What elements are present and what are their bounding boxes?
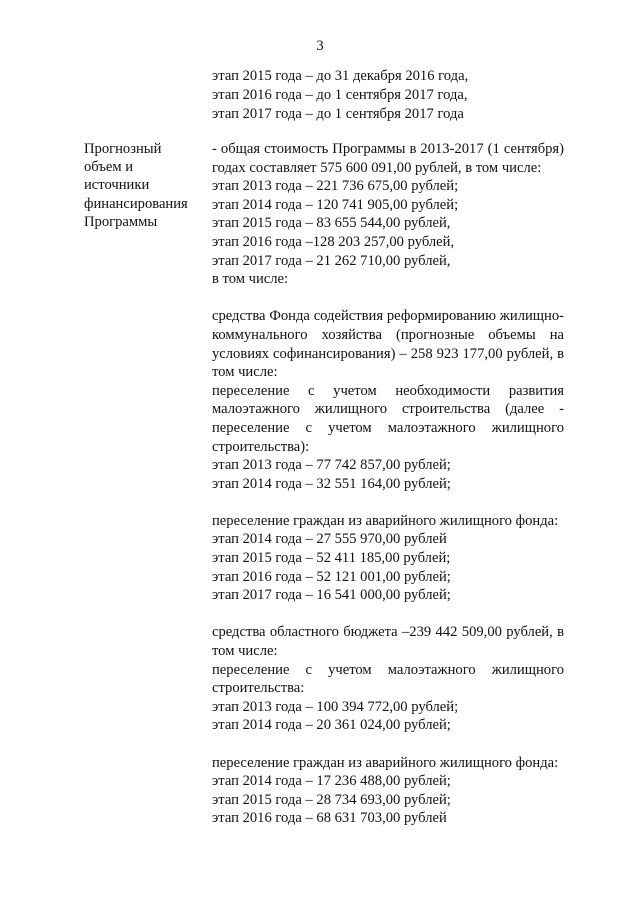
fund-lowrise-line: этап 2013 года – 77 742 857,00 рублей; [212, 457, 451, 474]
regional-emergency-line: этап 2015 года – 28 734 693,00 рублей; [212, 791, 451, 808]
total-stage-line: в том числе: [212, 271, 289, 288]
stage-deadlines [212, 67, 564, 123]
fund-emergency-line: этап 2017 года – 16 541 000,00 рублей; [212, 587, 451, 604]
total-cost-block [212, 140, 564, 289]
financing-content [212, 140, 564, 828]
total-stage-line: этап 2016 года –128 203 257,00 рублей, [212, 233, 455, 250]
fund-emergency-text: переселение граждан из аварийного жилищного фонда: [212, 512, 559, 529]
total-stage-line: этап 2017 года – 21 262 710,00 рублей, [212, 252, 451, 269]
regional-block [212, 623, 564, 735]
fund-block [212, 307, 564, 493]
fund-lowrise-text: переселение с учетом необходимости развития малоэтажного жилищного строительства (далее - переселение с учетом малоэтажного жилищного строительства): [212, 382, 564, 455]
regional-emergency-line: этап 2014 года – 17 236 488,00 рублей; [212, 773, 451, 790]
section-label [84, 140, 199, 231]
label-line: Программы [84, 213, 158, 230]
fund-lowrise-line: этап 2014 года – 32 551 164,00 рублей; [212, 475, 451, 492]
label-line: Прогнозный [84, 141, 162, 157]
stage-line: этап 2017 года – до 1 сентября 2017 года [212, 105, 464, 122]
regional-emergency-line: этап 2016 года – 68 631 703,00 рублей [212, 810, 447, 827]
fund-emergency-block [212, 512, 564, 605]
regional-lowrise-line: этап 2014 года – 20 361 024,00 рублей; [212, 717, 451, 734]
total-stage-line: этап 2015 года – 83 655 544,00 рублей, [212, 215, 451, 232]
regional-lowrise-line: этап 2013 года – 100 394 772,00 рублей; [212, 698, 459, 715]
fund-emergency-line: этап 2016 года – 52 121 001,00 рублей; [212, 568, 451, 585]
total-stage-line: этап 2014 года – 120 741 905,00 рублей; [212, 196, 459, 213]
fund-text: средства Фонда содействия реформированию жилищно-коммунального хозяйства (прогнозные объемы на условиях софинансирования) – 258 923 177,00 рублей, в том числе: [212, 308, 564, 381]
fund-emergency-line: этап 2014 года – 27 555 970,00 рублей [212, 531, 447, 548]
regional-emergency-text: переселение граждан из аварийного жилищного фонда: [212, 754, 559, 771]
label-line: источники [84, 177, 150, 194]
total-cost-text: - общая стоимость Программы в 2013-2017 (1 сентября) годах составляет 575 600 091,00 рублей, в том числе: [212, 141, 564, 176]
label-line: объем и [84, 159, 134, 176]
page-number: 3 [316, 38, 324, 54]
stage-line: этап 2016 года – до 1 сентября 2017 года, [212, 86, 468, 103]
total-stage-line: этап 2013 года – 221 736 675,00 рублей; [212, 178, 459, 195]
label-line: финансирования [84, 195, 188, 212]
regional-emergency-block [212, 754, 564, 828]
stage-line: этап 2015 года – до 31 декабря 2016 года, [212, 68, 469, 84]
regional-lowrise-text: переселение с учетом малоэтажного жилищного строительства: [212, 661, 564, 697]
regional-text: средства областного бюджета –239 442 509,00 рублей, в том числе: [212, 624, 564, 660]
fund-emergency-line: этап 2015 года – 52 411 185,00 рублей; [212, 550, 451, 567]
